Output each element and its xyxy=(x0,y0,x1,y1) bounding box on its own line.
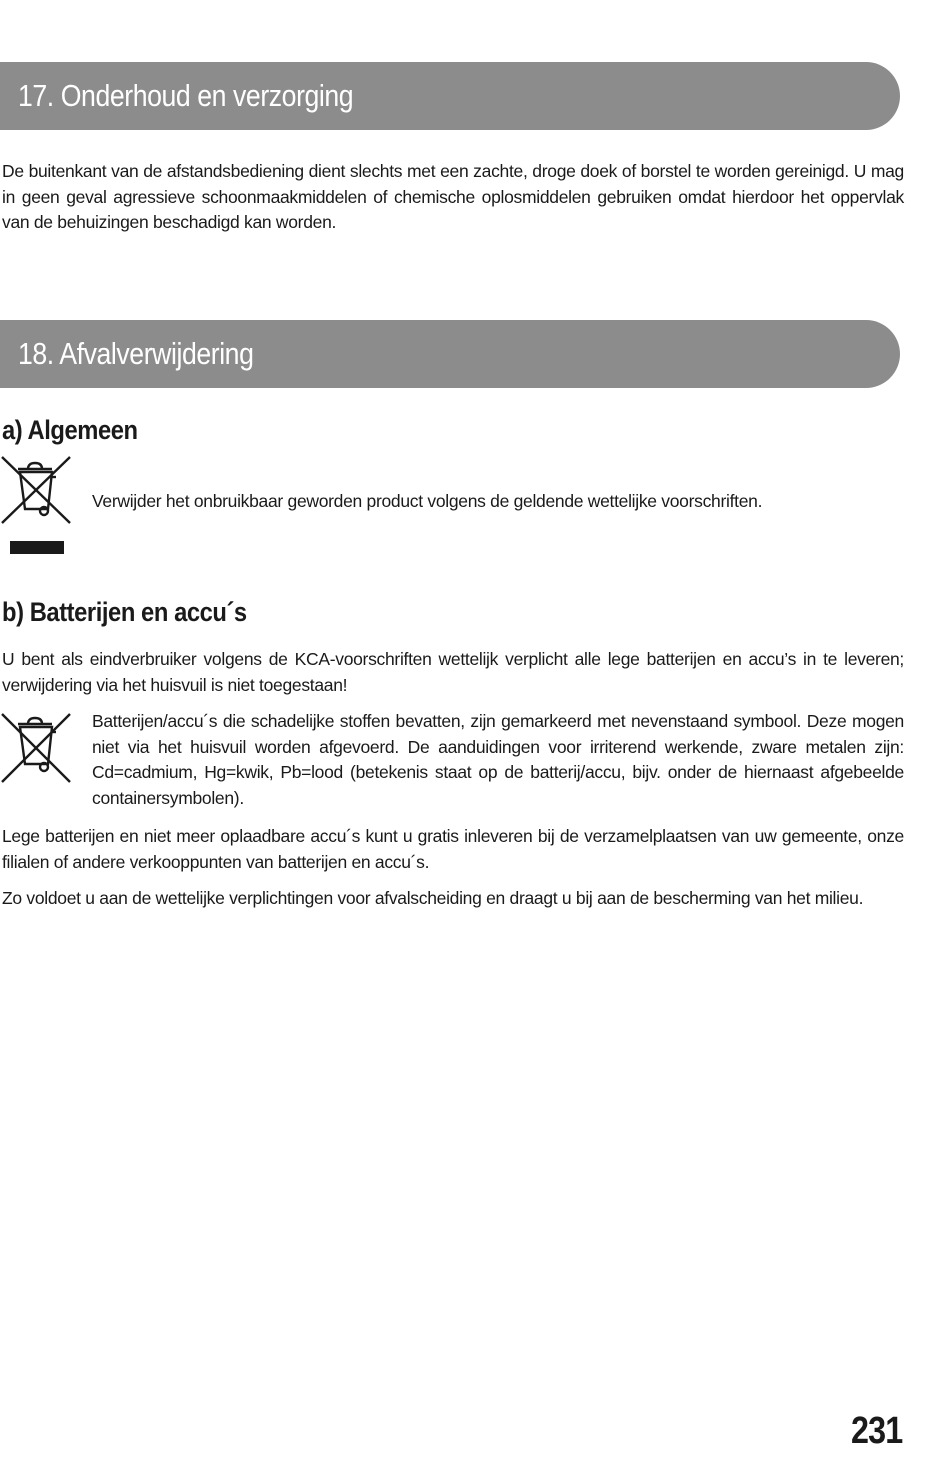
general-text: Verwijder het onbruikbaar geworden product volgens de geldende wettelijke voorschriften. xyxy=(92,491,763,511)
page-number: 231 xyxy=(850,1410,902,1452)
crossed-out-wheelie-bin-icon xyxy=(0,455,72,557)
batteries-intro: U bent als eindverbruiker volgens de KCA-voorschriften wettelijk verplicht alle lege batterijen en accu’s in te leveren; verwijdering via het huisvuil is niet toegestaan! xyxy=(2,649,904,695)
section-17-paragraph: De buitenkant van de afstandsbediening dient slechts met een zachte, droge doek of borstel te worden gereinigd. U mag in geen geval agressieve schoonmaakmiddelen of chemische oplosmiddelen gebruiken omdat hierdoor het oppervlak van de behuizingen beschadigd kan worden. xyxy=(2,161,904,232)
section-17-header xyxy=(0,62,900,130)
section-18-header xyxy=(0,320,900,388)
batteries-return-text: Lege batterijen en niet meer oplaadbare accu´s kunt u gratis inleveren bij de verzamelplaatsen van uw gemeente, onze filialen of andere verkooppunten van batterijen en accu´s. xyxy=(2,826,904,872)
general-heading: a) Algemeen xyxy=(2,415,138,445)
section-17-title: 17. Onderhoud en verzorging xyxy=(18,78,354,113)
section-18-title: 18. Afvalverwijdering xyxy=(18,336,254,371)
batteries-symbol-text: Batterijen/accu´s die schadelijke stoffen bevatten, zijn gemarkeerd met nevenstaand symbool. Deze mogen niet via het huisvuil worden afgevoerd. De aanduidingen voor irriterend werkende, zware metalen zijn: Cd=cadmium, Hg=kwik, Pb=lood (betekenis staat op de batterij/accu, bijv. onder de hiernaast afgebeelde containersymbolen). xyxy=(92,711,904,808)
batteries-closing-text: Zo voldoet u aan de wettelijke verplichtingen voor afvalscheiding en draagt u bij aan de bescherming van het milieu. xyxy=(2,888,864,908)
crossed-out-battery-bin-icon xyxy=(0,712,72,784)
batteries-heading: b) Batterijen en accu´s xyxy=(2,597,247,627)
